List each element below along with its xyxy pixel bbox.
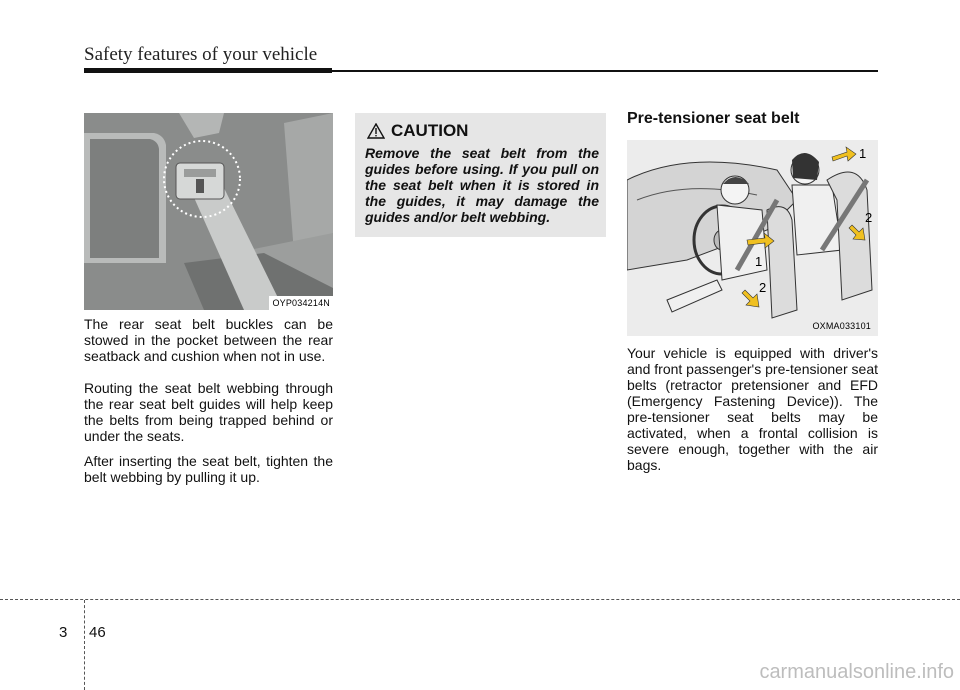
watermark: carmanualsonline.info — [759, 661, 954, 683]
illustration-caption: OXMA033101 — [812, 321, 871, 331]
paragraph-pretensioner: Your vehicle is equipped with driver's and front passenger's pre-tensioner seat belts (retractor pretensioner and EFD (Emergency Fastening Device)). The pre-tensioner seat belts may be activated, when a frontal collision is severe enough, together with the air bags. — [627, 345, 878, 473]
caution-heading — [367, 121, 468, 141]
paragraph-stowing: The rear seat belt buckles can be stowed in the pocket between the rear seatback and cushion when not in use. — [84, 316, 333, 364]
buckle-photo-drawing — [84, 113, 333, 310]
label-1-passenger: 1 — [859, 146, 867, 161]
photo-caption: OYP034214N — [269, 296, 333, 310]
label-1-driver: 1 — [755, 254, 763, 269]
warning-triangle-icon — [367, 123, 385, 139]
pretensioner-illustration — [627, 140, 878, 336]
caution-title: CAUTION — [391, 121, 469, 140]
label-2-passenger: 2 — [865, 210, 873, 225]
caution-box — [355, 113, 606, 237]
footer-vertical-divider — [84, 600, 85, 690]
caution-text: Remove the seat belt from the guides before using. If you pull on the seat belt when it is stored in the guides, it may damage the guides and/or belt webbing. — [365, 145, 599, 225]
footer-divider — [0, 599, 960, 600]
label-2-driver: 2 — [759, 280, 767, 295]
paragraph-routing: Routing the seat belt webbing through the rear seat belt guides will help keep the belts from being trapped behind or under the seats. — [84, 380, 333, 444]
header-rule-thick — [84, 68, 332, 73]
chapter-number: 3 — [59, 624, 68, 641]
page-header-title: Safety features of your vehicle — [84, 44, 318, 65]
page-number: 46 — [89, 624, 106, 641]
car-interior-drawing — [627, 140, 878, 336]
section-heading: Pre-tensioner seat belt — [627, 110, 800, 127]
header-rule-thin — [332, 70, 878, 72]
seat-belt-buckle-photo — [84, 113, 333, 310]
paragraph-tighten: After inserting the seat belt, tighten the belt webbing by pulling it up. — [84, 453, 333, 485]
